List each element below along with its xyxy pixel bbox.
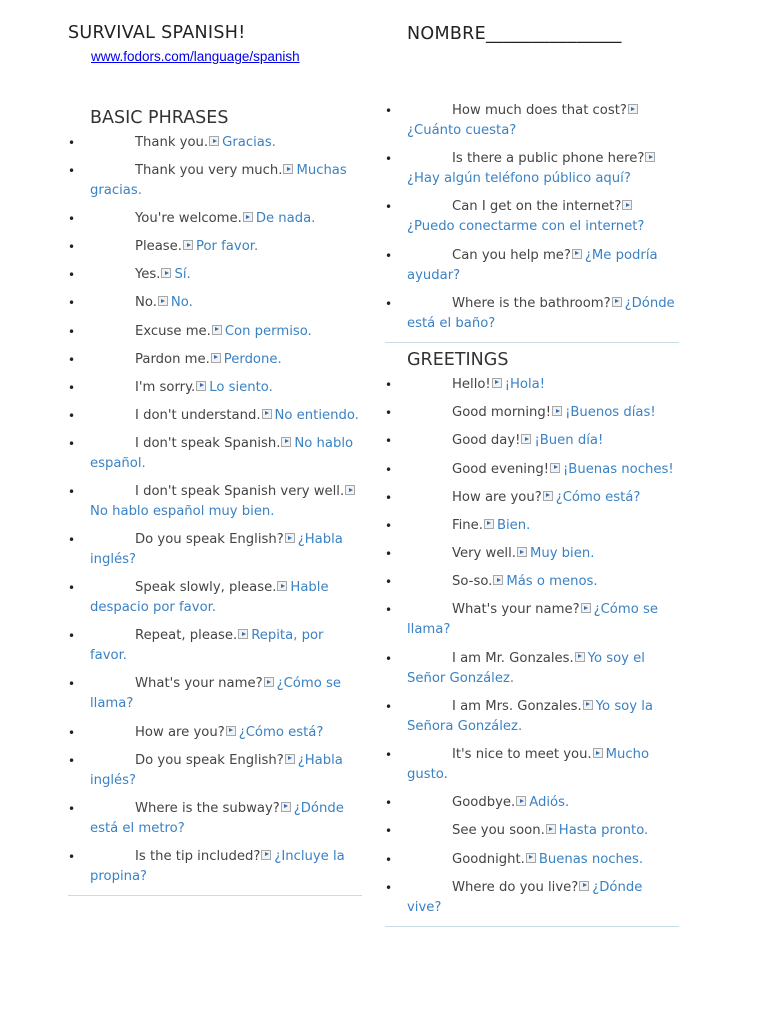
english-phrase: Where is the bathroom?	[452, 295, 611, 311]
phrase-list-item	[385, 821, 679, 841]
english-phrase: Goodnight.	[452, 851, 525, 867]
audio-play-icon[interactable]	[285, 533, 295, 543]
spanish-translation: ¿Cómo está?	[555, 489, 641, 505]
spanish-translation: Buenas noches.	[538, 851, 644, 867]
spanish-translation: No.	[170, 295, 193, 311]
audio-play-icon[interactable]	[211, 353, 221, 363]
english-phrase: Fine.	[452, 517, 483, 533]
english-phrase: How much does that cost?	[452, 103, 627, 118]
audio-play-icon[interactable]	[345, 485, 355, 495]
phrase-list-item	[385, 488, 679, 508]
english-phrase: Can I get on the internet?	[452, 199, 622, 215]
spanish-translation: ¡Buen día!	[534, 433, 604, 449]
phrase-list-item	[68, 847, 362, 887]
bullet-icon: •	[68, 533, 76, 548]
bullet-icon: •	[68, 849, 76, 864]
audio-play-icon[interactable]	[281, 437, 291, 447]
phrase-list-item	[385, 101, 679, 141]
english-phrase: Is the tip included?	[135, 848, 261, 864]
phrase-list-item	[68, 133, 362, 153]
spanish-translation: Mucho gusto.	[407, 747, 650, 782]
bullet-icon: •	[385, 852, 393, 867]
bullet-icon: •	[68, 629, 76, 644]
english-phrase: It's nice to meet you.	[452, 747, 592, 762]
bullet-icon: •	[385, 880, 393, 895]
phrase-list-item	[385, 572, 679, 592]
bullet-icon: •	[68, 212, 76, 227]
bullet-icon: •	[385, 200, 393, 215]
phrase-list-item	[68, 482, 362, 522]
audio-play-icon[interactable]	[492, 378, 502, 388]
phrase-list-item	[68, 350, 362, 370]
bullet-icon: •	[385, 518, 393, 533]
audio-play-icon[interactable]	[572, 249, 582, 259]
english-phrase: Please.	[135, 239, 182, 255]
english-phrase: Good morning!	[452, 405, 552, 421]
audio-play-icon[interactable]	[226, 726, 236, 736]
bullet-icon: •	[385, 296, 393, 311]
audio-play-icon[interactable]	[243, 212, 253, 222]
english-phrase: No.	[135, 295, 157, 311]
phrase-list-item	[68, 322, 362, 342]
phrase-list-item	[385, 600, 679, 640]
spanish-translation: No entiendo.	[274, 407, 359, 423]
name-field-label: NOMBRE_______________	[407, 24, 622, 44]
phrase-list-item	[385, 294, 679, 334]
spanish-translation: ¿Cuánto cuesta?	[407, 123, 517, 138]
bullet-icon: •	[68, 725, 76, 740]
english-phrase: Good evening!	[452, 461, 549, 477]
audio-play-icon[interactable]	[238, 629, 248, 639]
audio-play-icon[interactable]	[579, 881, 589, 891]
spanish-translation: Bien.	[496, 517, 531, 533]
spanish-translation: Yo soy el Señor González.	[407, 650, 645, 686]
phrase-list-item	[68, 265, 362, 285]
phrase-list-item	[385, 793, 679, 813]
english-phrase: Where do you live?	[452, 879, 579, 895]
audio-play-icon[interactable]	[546, 824, 556, 834]
bullet-icon: •	[385, 547, 393, 562]
bullet-icon: •	[385, 490, 393, 505]
audio-play-icon[interactable]	[283, 164, 293, 174]
phrase-list-item	[385, 516, 679, 536]
english-phrase: See you soon.	[452, 823, 545, 839]
audio-play-icon[interactable]	[543, 491, 553, 501]
basic-phrases-list	[68, 133, 362, 887]
english-phrase: I don't speak Spanish very well.	[135, 484, 345, 500]
phrase-list-item	[68, 237, 362, 257]
audio-play-icon[interactable]	[285, 754, 295, 764]
right-column	[385, 101, 679, 927]
english-phrase: What's your name?	[452, 602, 580, 618]
spanish-translation: Yo soy la Señora González.	[407, 698, 653, 734]
phrase-list-item	[68, 578, 362, 618]
phrase-list-item	[68, 434, 362, 474]
spanish-translation: ¿Habla inglés?	[90, 532, 343, 568]
greetings-list	[385, 375, 679, 918]
english-phrase: How are you?	[135, 724, 225, 740]
bullet-icon: •	[68, 485, 76, 500]
spanish-translation: ¿Dónde está el metro?	[90, 800, 344, 836]
spanish-translation: Hasta pronto.	[558, 823, 649, 839]
document-title: SURVIVAL SPANISH!	[68, 23, 246, 43]
phrase-list-item	[385, 246, 679, 286]
phrase-list-item	[385, 649, 679, 689]
english-phrase: Where is the subway?	[135, 800, 280, 816]
spanish-translation: Más o menos.	[506, 574, 598, 590]
audio-play-icon[interactable]	[521, 434, 531, 444]
audio-play-icon[interactable]	[212, 325, 222, 335]
spanish-translation: ¿Cómo se llama?	[90, 676, 341, 712]
bullet-icon: •	[68, 677, 76, 692]
audio-play-icon[interactable]	[161, 268, 171, 278]
bullet-icon: •	[385, 748, 393, 762]
bullet-icon: •	[68, 240, 76, 255]
bullet-icon: •	[385, 462, 393, 477]
audio-play-icon[interactable]	[493, 575, 503, 585]
spanish-translation: Hable despacio por favor.	[90, 580, 329, 616]
audio-play-icon[interactable]	[517, 547, 527, 557]
spanish-translation: Por favor.	[196, 239, 259, 255]
audio-play-icon[interactable]	[622, 200, 632, 210]
audio-play-icon[interactable]	[209, 136, 219, 146]
phrase-list-item	[385, 403, 679, 423]
audio-play-icon[interactable]	[183, 240, 193, 250]
audio-play-icon[interactable]	[281, 802, 291, 812]
spanish-translation: ¡Hola!	[504, 376, 546, 392]
english-phrase: Repeat, please.	[135, 628, 238, 644]
phrase-list-item	[385, 697, 679, 737]
english-phrase: Is there a public phone here?	[452, 151, 645, 167]
spanish-translation: De nada.	[255, 211, 316, 227]
source-link[interactable]: www.fodors.com/language/spanish	[91, 49, 300, 64]
spanish-translation: ¿Habla inglés?	[90, 752, 343, 788]
english-phrase: Very well.	[452, 546, 516, 562]
phrase-list-item	[68, 626, 362, 666]
spanish-translation: ¿Dónde vive?	[407, 879, 643, 915]
phrase-list-item	[68, 209, 362, 229]
bullet-icon: •	[68, 408, 76, 423]
bullet-icon: •	[68, 801, 76, 816]
bullet-icon: •	[385, 824, 393, 839]
audio-play-icon[interactable]	[575, 652, 585, 662]
bullet-icon: •	[385, 434, 393, 449]
more-phrases-list	[385, 101, 679, 334]
phrase-list-item	[385, 431, 679, 451]
audio-play-icon[interactable]	[277, 581, 287, 591]
bullet-icon: •	[68, 436, 76, 451]
english-phrase: How are you?	[452, 489, 542, 505]
audio-play-icon[interactable]	[484, 519, 494, 529]
bullet-icon: •	[68, 380, 76, 395]
audio-play-icon[interactable]	[526, 853, 536, 863]
english-phrase: I am Mr. Gonzales.	[452, 650, 574, 666]
spanish-translation: Con permiso.	[224, 323, 312, 339]
spanish-translation: ¿Incluye la propina?	[90, 848, 345, 884]
spanish-translation: No hablo español.	[90, 435, 354, 471]
phrase-list-item	[385, 460, 679, 480]
english-phrase: Thank you very much.	[135, 163, 283, 179]
audio-play-icon[interactable]	[583, 700, 593, 710]
audio-play-icon[interactable]	[581, 603, 591, 613]
section-divider	[385, 342, 679, 343]
audio-play-icon[interactable]	[645, 152, 655, 162]
english-phrase: Do you speak English?	[135, 752, 284, 768]
bullet-icon: •	[385, 575, 393, 590]
english-phrase: I am Mrs. Gonzales.	[452, 698, 582, 714]
bullet-icon: •	[385, 248, 393, 263]
english-phrase: I don't speak Spanish.	[135, 435, 281, 451]
spanish-translation: Muy bien.	[529, 546, 595, 562]
spanish-translation: ¿Puedo conectarme con el internet?	[407, 219, 645, 235]
bullet-icon: •	[385, 152, 393, 167]
english-phrase: Hello!	[452, 376, 491, 392]
phrase-list-item	[68, 530, 362, 570]
english-phrase: Can you help me?	[452, 247, 571, 263]
spanish-translation: ¿Hay algún teléfono público aquí?	[407, 171, 631, 187]
bullet-icon: •	[68, 753, 76, 768]
bullet-icon: •	[68, 136, 76, 150]
spanish-translation: Muchas gracias.	[90, 163, 347, 199]
english-phrase: I don't understand.	[135, 407, 261, 423]
spanish-translation: Sí.	[174, 267, 191, 283]
english-phrase: Do you speak English?	[135, 532, 284, 548]
phrase-list-item	[385, 197, 679, 237]
audio-play-icon[interactable]	[262, 409, 272, 419]
phrase-list-item	[385, 375, 679, 395]
english-phrase: I'm sorry.	[135, 379, 196, 395]
bullet-icon: •	[68, 268, 76, 283]
phrase-list-item	[385, 745, 679, 785]
phrase-list-item	[68, 674, 362, 714]
bullet-icon: •	[385, 699, 393, 714]
audio-play-icon[interactable]	[593, 748, 603, 758]
bullet-icon: •	[385, 406, 393, 421]
english-phrase: You're welcome.	[135, 211, 242, 227]
section-heading-basic-phrases: BASIC PHRASES	[90, 108, 229, 128]
section-divider	[68, 895, 362, 896]
section-divider	[385, 926, 679, 927]
bullet-icon: •	[385, 796, 393, 811]
bullet-icon: •	[68, 581, 76, 596]
phrase-list-item	[68, 378, 362, 398]
english-phrase: Excuse me.	[135, 323, 211, 339]
audio-play-icon[interactable]	[196, 381, 206, 391]
phrase-list-item	[68, 406, 362, 426]
spanish-translation: ¿Cómo está?	[238, 724, 324, 740]
bullet-icon: •	[385, 603, 393, 618]
spanish-translation: Perdone.	[223, 351, 282, 367]
spanish-translation: Lo siento.	[209, 379, 273, 395]
section-heading-greetings: GREETINGS	[407, 349, 509, 370]
phrase-list-item	[68, 293, 362, 313]
phrase-list-item	[68, 723, 362, 743]
audio-play-icon[interactable]	[550, 463, 560, 473]
spanish-translation: Adiós.	[529, 795, 570, 811]
bullet-icon: •	[68, 324, 76, 339]
english-phrase: So-so.	[452, 574, 493, 590]
audio-play-icon[interactable]	[516, 796, 526, 806]
spanish-translation: ¿Cómo se llama?	[407, 602, 658, 638]
phrase-list-item	[385, 544, 679, 564]
phrase-list-item	[385, 850, 679, 870]
phrase-list-item	[68, 161, 362, 201]
spanish-translation: ¿Dónde está el baño?	[407, 295, 675, 331]
english-phrase: What's your name?	[135, 676, 263, 692]
spanish-translation: ¡Buenas noches!	[563, 461, 674, 477]
bullet-icon: •	[385, 104, 393, 118]
phrase-list-item	[385, 149, 679, 189]
spanish-translation: Repita, por favor.	[90, 628, 324, 664]
audio-play-icon[interactable]	[158, 296, 168, 306]
english-phrase: Yes.	[135, 267, 161, 283]
bullet-icon: •	[385, 377, 393, 392]
audio-play-icon[interactable]	[552, 406, 562, 416]
english-phrase: Speak slowly, please.	[135, 580, 277, 596]
bullet-icon: •	[385, 651, 393, 666]
spanish-translation: ¿Me podría ayudar?	[407, 247, 658, 283]
phrase-list-item	[385, 878, 679, 918]
english-phrase: Thank you.	[135, 135, 209, 150]
audio-play-icon[interactable]	[612, 297, 622, 307]
spanish-translation: No hablo español muy bien.	[90, 504, 275, 520]
audio-play-icon[interactable]	[261, 850, 271, 860]
spanish-translation: ¡Buenos días!	[565, 405, 656, 421]
english-phrase: Good day!	[452, 433, 521, 449]
bullet-icon: •	[68, 352, 76, 367]
phrase-list-item	[68, 751, 362, 791]
left-column	[68, 103, 362, 896]
bullet-icon: •	[68, 164, 76, 179]
audio-play-icon[interactable]	[628, 104, 638, 114]
audio-play-icon[interactable]	[264, 677, 274, 687]
bullet-icon: •	[68, 296, 76, 311]
english-phrase: Goodbye.	[452, 795, 516, 811]
spanish-translation: Gracias.	[222, 135, 276, 150]
english-phrase: Pardon me.	[135, 351, 210, 367]
phrase-list-item	[68, 799, 362, 839]
